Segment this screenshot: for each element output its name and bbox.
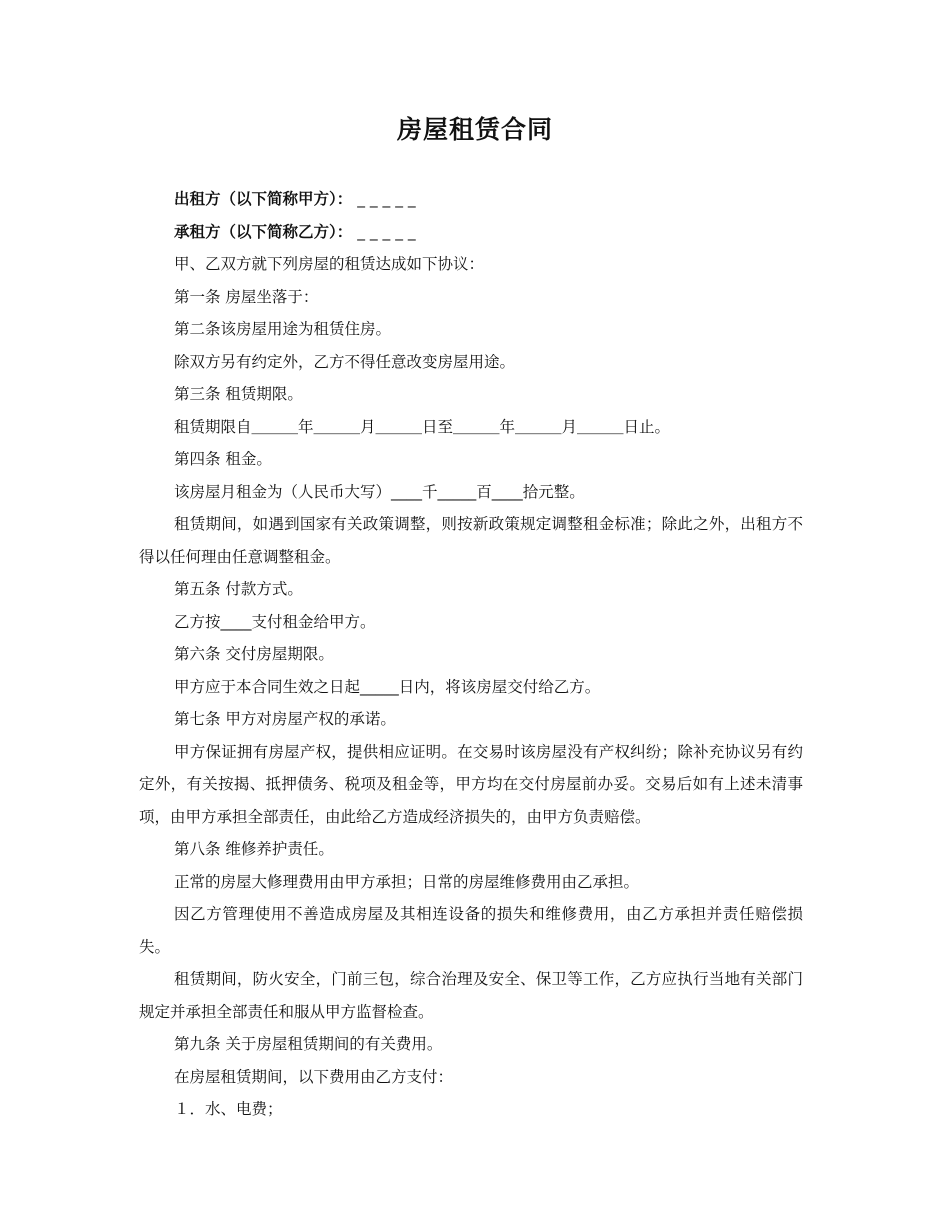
article-8-text-1: 正常的房屋大修理费用由甲方承担；日常的房屋维修费用由乙承担。 [174, 872, 640, 891]
article-3-text: 租赁期限自＿＿＿年＿＿＿月＿＿＿日至＿＿＿年＿＿＿月＿＿＿日止。 [174, 417, 671, 436]
lessee-label: 承租方（以下简称乙方）： [174, 222, 353, 241]
lessor-blank: _ _ _ _ _ [352, 190, 416, 208]
article-4-heading: 第四条 租金。 [174, 450, 272, 468]
article-5-text: 乙方按____支付租金给甲方。 [174, 612, 376, 631]
lessee-blank: _ _ _ _ _ [352, 222, 416, 241]
article-2-text: 除双方另有约定外，乙方不得任意改变房屋用途。 [174, 352, 516, 371]
article-9-item-1: １．水、电费； [174, 1100, 283, 1118]
article-6-text: 甲方应于本合同生效之日起_____日内，将该房屋交付给乙方。 [174, 677, 601, 696]
article-8-text-3: 租赁期间，防火安全，门前三包，综合治理及安全、保卫等工作，乙方应执行当地有关部门规定并承担全部责任和服从甲方监督检查。 [139, 970, 803, 1021]
paragraph-intro: 甲、乙双方就下列房屋的租赁达成如下协议： [174, 255, 485, 273]
article-6-heading: 第六条 交付房屋期限。 [174, 645, 334, 663]
article-4-rent: 该房屋月租金为（人民币大写）____千_____百____拾元整。 [174, 482, 585, 501]
lessee-line [139, 216, 803, 249]
article-8-heading: 第八条 维修养护责任。 [174, 840, 334, 858]
article-5-heading: 第五条 付款方式。 [174, 580, 303, 598]
article-2-heading: 第二条该房屋用途为租赁住房。 [174, 320, 392, 338]
lessor-line [139, 183, 803, 216]
article-7-heading: 第七条 甲方对房屋产权的承诺。 [174, 710, 396, 728]
article-9-heading: 第九条 关于房屋租赁期间的有关费用。 [174, 1035, 443, 1053]
lessor-label: 出租方（以下简称甲方）： [174, 190, 353, 208]
article-8-text-2: 因乙方管理使用不善造成房屋及其相连设备的损失和维修费用，由乙方承担并责任赔偿损失。 [139, 905, 803, 956]
article-4-adjustment: 租赁期间，如遇到国家有关政策调整，则按新政策规定调整租金标准；除此之外，出租方不得以任何理由任意调整租金。 [139, 515, 803, 566]
article-3-heading: 第三条 租赁期限。 [174, 385, 303, 403]
document-title: 房屋租赁合同 [396, 115, 553, 144]
article-7-text: 甲方保证拥有房屋产权，提供相应证明。在交易时该房屋没有产权纠纷；除补充协议另有约定外，有关按揭、抵押债务、税项及租金等，甲方均在交付房屋前办妥。交易后如有上述未清事项，由甲方承担全部责任，由此给乙方造成经济损失的，由甲方负责赔偿。 [139, 742, 803, 826]
document-body [139, 183, 803, 1126]
article-1-heading: 第一条 房屋坐落于： [174, 287, 319, 306]
article-9-text: 在房屋租赁期间，以下费用由乙方支付： [174, 1067, 454, 1086]
